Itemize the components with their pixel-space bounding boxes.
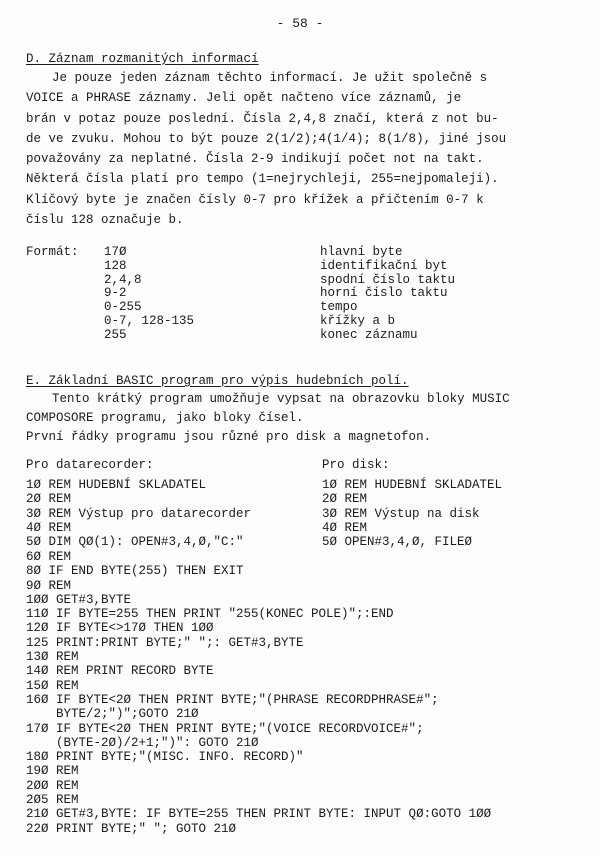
paragraph-line: Klíčový byte je značen čísly 0-7 pro křížek a přičtením 0-7 k (26, 192, 484, 207)
code-line: 6Ø REM (26, 550, 72, 564)
code-line: 8Ø IF END BYTE(255) THEN EXIT (26, 564, 244, 579)
code-line: 2Ø REM (322, 492, 368, 507)
format-desc: křížky a b (320, 314, 396, 328)
format-row (104, 272, 456, 288)
paragraph-line: de ve zvuku. Mohou to být pouze 2(1/2);4(1/4); 8(1/8), jiné jsou (26, 131, 507, 146)
format-row (104, 314, 396, 329)
format-value: 128 (104, 258, 127, 273)
code-line: 17Ø IF BYTE<2Ø THEN PRINT BYTE;"(VOICE RECORDVOICE#"; (26, 721, 424, 736)
format-row (104, 327, 418, 343)
format-value: 255 (104, 327, 127, 342)
code-line: 3Ø REM Výstup na disk (322, 506, 480, 521)
format-desc: spodní číslo taktu (320, 272, 456, 287)
paragraph-line: číslu 128 označuje b. (26, 213, 184, 228)
page-number: - 58 - (276, 16, 324, 31)
format-value: 2,4,8 (104, 272, 142, 287)
section-e-paragraph (26, 390, 510, 447)
format-label: Formát: (26, 245, 79, 259)
paragraph-line: VOICE a PHRASE záznamy. Jeli opět načteno více záznamů, je (26, 91, 462, 106)
code-line: 4Ø REM (26, 520, 72, 535)
code-line: 2ØØ REM (26, 778, 79, 793)
datarecorder-title: Pro datarecorder: (26, 458, 154, 472)
code-line: 18Ø PRINT BYTE;"(MISC. INFO. RECORD)" (26, 750, 304, 765)
code-line: 15Ø REM (26, 678, 79, 693)
format-value: 17Ø (104, 245, 127, 259)
format-row (104, 245, 403, 260)
section-e-heading: E. Základní BASIC program pro výpis hudebních polí. (26, 374, 409, 388)
paragraph-line: Některá čísla platí pro tempo (1=nejrychleji, 255=nejpomaleji). (26, 172, 499, 187)
disk-title: Pro disk: (322, 458, 390, 472)
paragraph-line: brán v potaz pouze poslední. Čísla 2,4,8 značí, která z not bu- (26, 111, 499, 126)
code-line: 12Ø IF BYTE<>17Ø THEN 1ØØ (26, 621, 214, 636)
code-line: 21Ø GET#3,BYTE: IF BYTE=255 THEN PRINT BYTE: INPUT QØ:GOTO 1ØØ (26, 807, 492, 822)
format-desc: hlavní byte (320, 245, 403, 259)
paragraph-line: považovány za neplatné. Čísla 2-9 indikují počet not na takt. (26, 152, 484, 167)
format-desc: horní číslo taktu (320, 286, 448, 301)
paragraph-line: COMPOSORE programu, jako bloky čísel. (26, 411, 304, 425)
code-line: 16Ø IF BYTE<2Ø THEN PRINT BYTE;"(PHRASE RECORDPHRASE#"; (26, 692, 439, 707)
code-line: 5Ø OPEN#3,4,Ø, FILEØ (322, 535, 473, 550)
code-line: 2Ø REM (26, 492, 72, 507)
code-line: BYTE/2;")";GOTO 21Ø (26, 707, 199, 722)
code-line: 4Ø REM (322, 520, 368, 535)
code-line: 5Ø DIM QØ(1): OPEN#3,4,Ø,"C:" (26, 535, 244, 550)
code-line: 19Ø REM (26, 764, 79, 779)
code-line: 9Ø REM (26, 578, 72, 593)
section-d-heading: D. Záznam rozmanitých informací (26, 52, 259, 66)
code-line: 11Ø IF BYTE=255 THEN PRINT "255(KONEC POLE)";:END (26, 607, 394, 622)
format-value: 0-255 (104, 300, 142, 315)
code-line: 1ØØ GET#3,BYTE (26, 592, 132, 607)
code-line: 1Ø REM HUDEBNÍ SKLADATEL (26, 478, 207, 493)
code-line: 22Ø PRINT BYTE;" "; GOTO 21Ø (26, 821, 237, 836)
format-desc: tempo (320, 300, 358, 315)
program-listing (26, 550, 491, 836)
format-desc: konec záznamu (320, 327, 418, 342)
paragraph-line: Tento krátký program umožňuje vypsat na obrazovku bloky MUSIC (52, 392, 510, 406)
section-d-paragraph (26, 68, 586, 230)
format-desc: identifikační byt (320, 258, 448, 273)
format-value: 0-7, 128-135 (104, 314, 195, 328)
code-line: 2Ø5 REM (26, 793, 79, 808)
code-line: 1Ø REM HUDEBNÍ SKLADATEL (322, 478, 503, 493)
format-value: 9-2 (104, 286, 127, 301)
paragraph-line: Je pouze jeden záznam těchto informací. Je užit společně s (52, 71, 488, 85)
format-row (104, 258, 448, 274)
code-line: 3Ø REM Výstup pro datarecorder (26, 506, 252, 521)
code-line: 14Ø REM PRINT RECORD BYTE (26, 664, 214, 679)
code-line: (BYTE-2Ø)/2+1;")": GOTO 21Ø (26, 735, 259, 750)
paragraph-line: První řádky programu jsou různé pro disk a magnetofon. (26, 430, 432, 444)
disk-listing (322, 458, 502, 549)
format-row (104, 300, 358, 315)
code-line: 125 PRINT:PRINT BYTE;" ";: GET#3,BYTE (26, 635, 304, 650)
datarecorder-listing (26, 458, 251, 549)
format-row (104, 286, 448, 301)
code-line: 13Ø REM (26, 650, 79, 665)
